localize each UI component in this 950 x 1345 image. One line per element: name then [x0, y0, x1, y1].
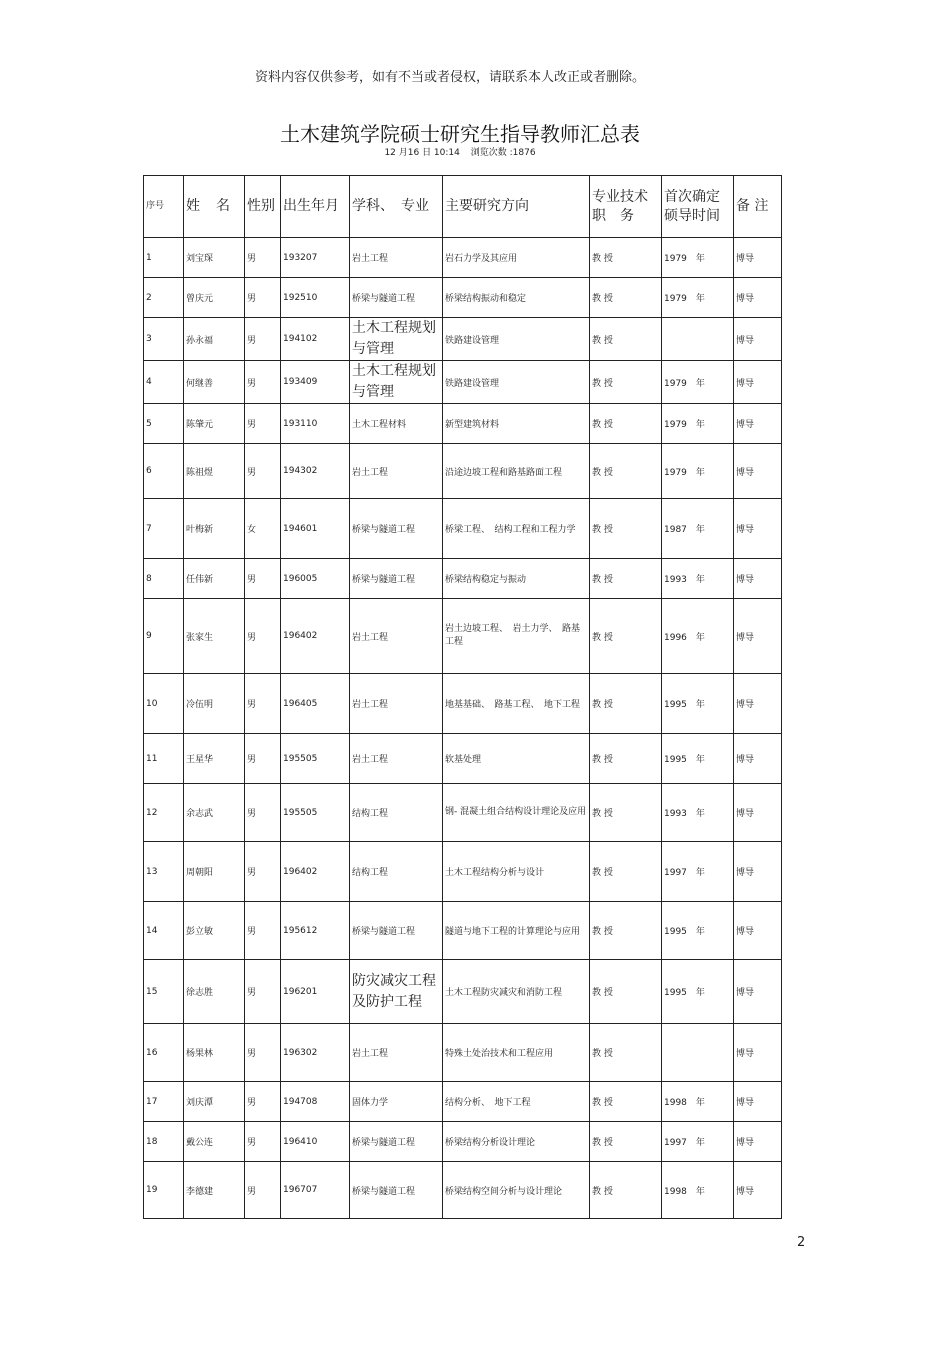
cell-gender: 男 — [245, 1162, 281, 1219]
cell-name: 曾庆元 — [184, 278, 245, 318]
cell-first-year — [662, 1024, 734, 1082]
header-title: 专业技术职 务 — [590, 176, 662, 238]
cell-remark: 博导 — [734, 1082, 782, 1122]
cell-birth: 196005 — [281, 559, 350, 599]
table-row — [144, 734, 782, 784]
cell-first-year: 1993 年 — [662, 784, 734, 842]
header-name: 姓 名 — [184, 176, 245, 238]
cell-title: 教 授 — [590, 902, 662, 960]
cell-gender: 男 — [245, 238, 281, 278]
cell-major: 土木工程材料 — [350, 404, 443, 444]
cell-remark: 博导 — [734, 734, 782, 784]
supervisor-table — [143, 175, 782, 1219]
header-research: 主要研究方向 — [443, 176, 590, 238]
cell-title: 教 授 — [590, 960, 662, 1024]
table-row — [144, 960, 782, 1024]
header-first-year: 首次确定硕导时间 — [662, 176, 734, 238]
cell-title: 教 授 — [590, 599, 662, 674]
header-birth: 出生年月 — [281, 176, 350, 238]
header-index: 序号 — [144, 176, 184, 238]
cell-first-year: 1996 年 — [662, 599, 734, 674]
cell-first-year: 1997 年 — [662, 842, 734, 902]
cell-birth: 196405 — [281, 674, 350, 734]
cell-name: 彭立敏 — [184, 902, 245, 960]
cell-first-year: 1995 年 — [662, 734, 734, 784]
cell-major: 桥梁与隧道工程 — [350, 1122, 443, 1162]
table-row — [144, 499, 782, 559]
header-gender: 性别 — [245, 176, 281, 238]
cell-gender: 男 — [245, 404, 281, 444]
cell-birth: 195505 — [281, 734, 350, 784]
cell-gender: 男 — [245, 842, 281, 902]
cell-major: 桥梁与隧道工程 — [350, 1162, 443, 1219]
cell-remark: 博导 — [734, 1162, 782, 1219]
cell-name: 戴公连 — [184, 1122, 245, 1162]
cell-first-year: 1979 年 — [662, 361, 734, 404]
cell-gender: 男 — [245, 1024, 281, 1082]
cell-index: 18 — [144, 1122, 184, 1162]
cell-research: 地基基础、 路基工程、 地下工程 — [443, 674, 590, 734]
cell-research: 土木工程防灾减灾和消防工程 — [443, 960, 590, 1024]
cell-remark: 博导 — [734, 1122, 782, 1162]
cell-major: 土木工程规划与管理 — [350, 318, 443, 361]
cell-index: 14 — [144, 902, 184, 960]
cell-major: 岩土工程 — [350, 674, 443, 734]
cell-gender: 男 — [245, 784, 281, 842]
table-row — [144, 278, 782, 318]
cell-gender: 男 — [245, 674, 281, 734]
cell-remark: 博导 — [734, 361, 782, 404]
cell-first-year: 1979 年 — [662, 404, 734, 444]
cell-index: 10 — [144, 674, 184, 734]
cell-title: 教 授 — [590, 842, 662, 902]
cell-name: 陈肇元 — [184, 404, 245, 444]
cell-gender: 男 — [245, 734, 281, 784]
cell-name: 孙永福 — [184, 318, 245, 361]
cell-index: 19 — [144, 1162, 184, 1219]
cell-research: 铁路建设管理 — [443, 318, 590, 361]
cell-major: 土木工程规划与管理 — [350, 361, 443, 404]
cell-major: 结构工程 — [350, 784, 443, 842]
table-header-row — [144, 176, 782, 238]
cell-index: 15 — [144, 960, 184, 1024]
cell-index: 3 — [144, 318, 184, 361]
cell-first-year: 1995 年 — [662, 960, 734, 1024]
cell-title: 教 授 — [590, 318, 662, 361]
cell-research: 桥梁结构振动和稳定 — [443, 278, 590, 318]
cell-gender: 男 — [245, 559, 281, 599]
cell-title: 教 授 — [590, 499, 662, 559]
cell-index: 11 — [144, 734, 184, 784]
page-title: 土木建筑学院硕士研究生指导教师汇总表 — [280, 122, 640, 146]
table-row — [144, 361, 782, 404]
cell-title: 教 授 — [590, 1082, 662, 1122]
cell-name: 余志武 — [184, 784, 245, 842]
table-row — [144, 1122, 782, 1162]
cell-name: 周朝阳 — [184, 842, 245, 902]
cell-title: 教 授 — [590, 444, 662, 499]
cell-major: 岩土工程 — [350, 444, 443, 499]
cell-research: 铁路建设管理 — [443, 361, 590, 404]
cell-remark: 博导 — [734, 404, 782, 444]
table-row — [144, 1082, 782, 1122]
table-row — [144, 842, 782, 902]
header-major: 学科、 专业 — [350, 176, 443, 238]
cell-title: 教 授 — [590, 404, 662, 444]
cell-birth: 196402 — [281, 599, 350, 674]
cell-first-year: 1995 年 — [662, 902, 734, 960]
cell-birth: 196302 — [281, 1024, 350, 1082]
table-row — [144, 1162, 782, 1219]
cell-title: 教 授 — [590, 559, 662, 599]
cell-title: 教 授 — [590, 674, 662, 734]
cell-index: 6 — [144, 444, 184, 499]
cell-research: 桥梁结构空间分析与设计理论 — [443, 1162, 590, 1219]
cell-birth: 193207 — [281, 238, 350, 278]
cell-first-year — [662, 318, 734, 361]
cell-name: 何继善 — [184, 361, 245, 404]
cell-birth: 195505 — [281, 784, 350, 842]
cell-major: 桥梁与隧道工程 — [350, 278, 443, 318]
cell-remark: 博导 — [734, 1024, 782, 1082]
cell-birth: 193409 — [281, 361, 350, 404]
cell-gender: 男 — [245, 361, 281, 404]
page-subtitle — [0, 145, 920, 158]
cell-remark: 博导 — [734, 499, 782, 559]
cell-first-year: 1979 年 — [662, 238, 734, 278]
cell-research: 软基处理 — [443, 734, 590, 784]
cell-major: 岩土工程 — [350, 238, 443, 278]
cell-birth: 194708 — [281, 1082, 350, 1122]
cell-index: 8 — [144, 559, 184, 599]
table-row — [144, 784, 782, 842]
view-count: 浏览次数 :1876 — [470, 148, 536, 158]
cell-gender: 男 — [245, 278, 281, 318]
cell-first-year: 1979 年 — [662, 444, 734, 499]
cell-birth: 193110 — [281, 404, 350, 444]
cell-first-year: 1995 年 — [662, 674, 734, 734]
cell-major: 桥梁与隧道工程 — [350, 559, 443, 599]
table-row — [144, 238, 782, 278]
cell-remark: 博导 — [734, 784, 782, 842]
cell-research: 桥梁工程、 结构工程和工程力学 — [443, 499, 590, 559]
cell-remark: 博导 — [734, 559, 782, 599]
cell-major: 固体力学 — [350, 1082, 443, 1122]
cell-index: 1 — [144, 238, 184, 278]
cell-title: 教 授 — [590, 361, 662, 404]
cell-research: 隧道与地下工程的计算理论与应用 — [443, 902, 590, 960]
cell-remark: 博导 — [734, 318, 782, 361]
cell-gender: 男 — [245, 902, 281, 960]
cell-title: 教 授 — [590, 784, 662, 842]
table-row — [144, 444, 782, 499]
cell-birth: 196201 — [281, 960, 350, 1024]
table-row — [144, 318, 782, 361]
cell-remark: 博导 — [734, 674, 782, 734]
cell-research: 岩土边坡工程、 岩土力学、 路基工程 — [443, 599, 590, 674]
cell-major: 岩土工程 — [350, 599, 443, 674]
cell-birth: 194102 — [281, 318, 350, 361]
cell-birth: 196402 — [281, 842, 350, 902]
post-date: 12 月16 日 10:14 — [384, 148, 460, 158]
cell-title: 教 授 — [590, 734, 662, 784]
cell-name: 任伟新 — [184, 559, 245, 599]
cell-research: 沿途边坡工程和路基路面工程 — [443, 444, 590, 499]
cell-research: 结构分析、 地下工程 — [443, 1082, 590, 1122]
cell-name: 冷伍明 — [184, 674, 245, 734]
cell-name: 张家生 — [184, 599, 245, 674]
cell-index: 16 — [144, 1024, 184, 1082]
cell-first-year: 1998 年 — [662, 1082, 734, 1122]
cell-first-year: 1979 年 — [662, 278, 734, 318]
cell-remark: 博导 — [734, 238, 782, 278]
cell-first-year: 1987 年 — [662, 499, 734, 559]
cell-birth: 196410 — [281, 1122, 350, 1162]
cell-gender: 男 — [245, 1122, 281, 1162]
table-row — [144, 674, 782, 734]
cell-title: 教 授 — [590, 1024, 662, 1082]
cell-remark: 博导 — [734, 278, 782, 318]
cell-index: 7 — [144, 499, 184, 559]
cell-name: 刘宝琛 — [184, 238, 245, 278]
cell-major: 桥梁与隧道工程 — [350, 499, 443, 559]
cell-gender: 男 — [245, 1082, 281, 1122]
cell-name: 李德建 — [184, 1162, 245, 1219]
cell-birth: 196707 — [281, 1162, 350, 1219]
cell-remark: 博导 — [734, 842, 782, 902]
cell-birth: 192510 — [281, 278, 350, 318]
cell-major: 桥梁与隧道工程 — [350, 902, 443, 960]
cell-birth: 195612 — [281, 902, 350, 960]
cell-major: 结构工程 — [350, 842, 443, 902]
cell-gender: 男 — [245, 960, 281, 1024]
cell-title: 教 授 — [590, 1122, 662, 1162]
cell-index: 9 — [144, 599, 184, 674]
cell-research: 特殊土处治技术和工程应用 — [443, 1024, 590, 1082]
cell-research: 桥梁结构分析设计理论 — [443, 1122, 590, 1162]
cell-name: 王星华 — [184, 734, 245, 784]
cell-index: 5 — [144, 404, 184, 444]
cell-remark: 博导 — [734, 902, 782, 960]
cell-major: 岩土工程 — [350, 734, 443, 784]
disclaimer-text: 资料内容仅供参考，如有不当或者侵权，请联系本人改正或者删除。 — [254, 70, 645, 85]
table-row — [144, 1024, 782, 1082]
cell-research: 土木工程结构分析与设计 — [443, 842, 590, 902]
cell-name: 叶梅新 — [184, 499, 245, 559]
cell-research: 钢- 混凝土组合结构设计理论及应用 — [443, 784, 590, 842]
cell-first-year: 1993 年 — [662, 559, 734, 599]
cell-name: 陈祖煜 — [184, 444, 245, 499]
table-row — [144, 599, 782, 674]
page-number: 2 — [797, 1235, 806, 1250]
cell-remark: 博导 — [734, 960, 782, 1024]
cell-first-year: 1997 年 — [662, 1122, 734, 1162]
cell-gender: 男 — [245, 444, 281, 499]
cell-major: 防灾减灾工程及防护工程 — [350, 960, 443, 1024]
table-row — [144, 902, 782, 960]
table-row — [144, 559, 782, 599]
cell-name: 徐志胜 — [184, 960, 245, 1024]
cell-research: 岩石力学及其应用 — [443, 238, 590, 278]
cell-index: 13 — [144, 842, 184, 902]
cell-research: 新型建筑材料 — [443, 404, 590, 444]
cell-gender: 男 — [245, 599, 281, 674]
cell-gender: 男 — [245, 318, 281, 361]
cell-birth: 194302 — [281, 444, 350, 499]
cell-index: 2 — [144, 278, 184, 318]
cell-remark: 博导 — [734, 444, 782, 499]
cell-gender: 女 — [245, 499, 281, 559]
cell-name: 刘庆潭 — [184, 1082, 245, 1122]
cell-name: 杨果林 — [184, 1024, 245, 1082]
cell-title: 教 授 — [590, 238, 662, 278]
cell-first-year: 1998 年 — [662, 1162, 734, 1219]
cell-major: 岩土工程 — [350, 1024, 443, 1082]
cell-title: 教 授 — [590, 1162, 662, 1219]
cell-index: 12 — [144, 784, 184, 842]
cell-index: 17 — [144, 1082, 184, 1122]
cell-title: 教 授 — [590, 278, 662, 318]
cell-research: 桥梁结构稳定与振动 — [443, 559, 590, 599]
cell-birth: 194601 — [281, 499, 350, 559]
table-row — [144, 404, 782, 444]
cell-remark: 博导 — [734, 599, 782, 674]
cell-index: 4 — [144, 361, 184, 404]
header-remark: 备 注 — [734, 176, 782, 238]
